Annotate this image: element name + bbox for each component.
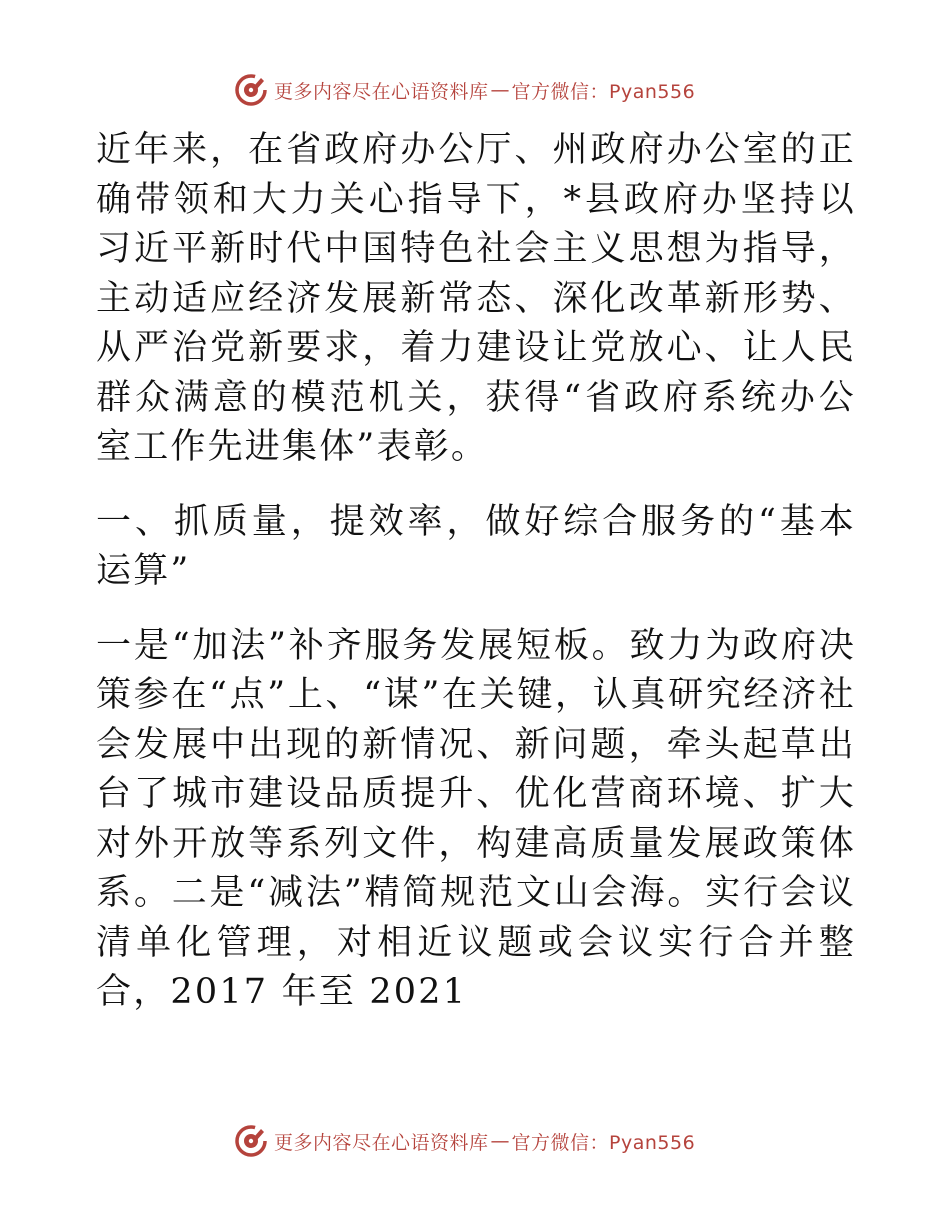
watermark-contact: 官方微信：Pyan556 xyxy=(511,1131,696,1154)
document-body xyxy=(96,126,856,1018)
pen-logo-icon xyxy=(234,1124,268,1158)
watermark-text: 更多内容尽在心语资料库 xyxy=(274,1131,489,1154)
watermark-dash: — xyxy=(490,1130,510,1152)
watermark-contact: 官方微信：Pyan556 xyxy=(511,80,696,103)
paragraph-intro: 近年来，在省政府办公厅、州政府办公室的正确带领和大力关心指导下，*县政府办坚持以习近平新时代中国特色社会主义思想为指导，主动适应经济发展新常态、深化改革新形势、从严治党新要求，着力建设让党放心、让人民群众满意的模范机关，获得“省政府系统办公室工作先进集体”表彰。 xyxy=(96,130,856,467)
section-heading: 一、抓质量，提效率，做好综合服务的“基本运算” xyxy=(96,501,856,591)
footer-watermark xyxy=(234,1121,695,1161)
pen-logo-icon xyxy=(234,73,268,107)
header-watermark xyxy=(234,70,695,110)
watermark-text: 更多内容尽在心语资料库 xyxy=(274,80,489,103)
watermark-dash: — xyxy=(490,79,510,101)
paragraph-detail: 一是“加法”补齐服务发展短板。致力为政府决策参在“点”上、“谋”在关键，认真研究经济社会发展中出现的新情况、新问题，牵头起草出台了城市建设品质提升、优化营商环境、扩大对外开放等系列文件，构建高质量发展政策体系。二是“减法”精简规范文山会海。实行会议清单化管理，对相近议题或会议实行合并整合，2017 年至 2021 xyxy=(96,625,856,1012)
